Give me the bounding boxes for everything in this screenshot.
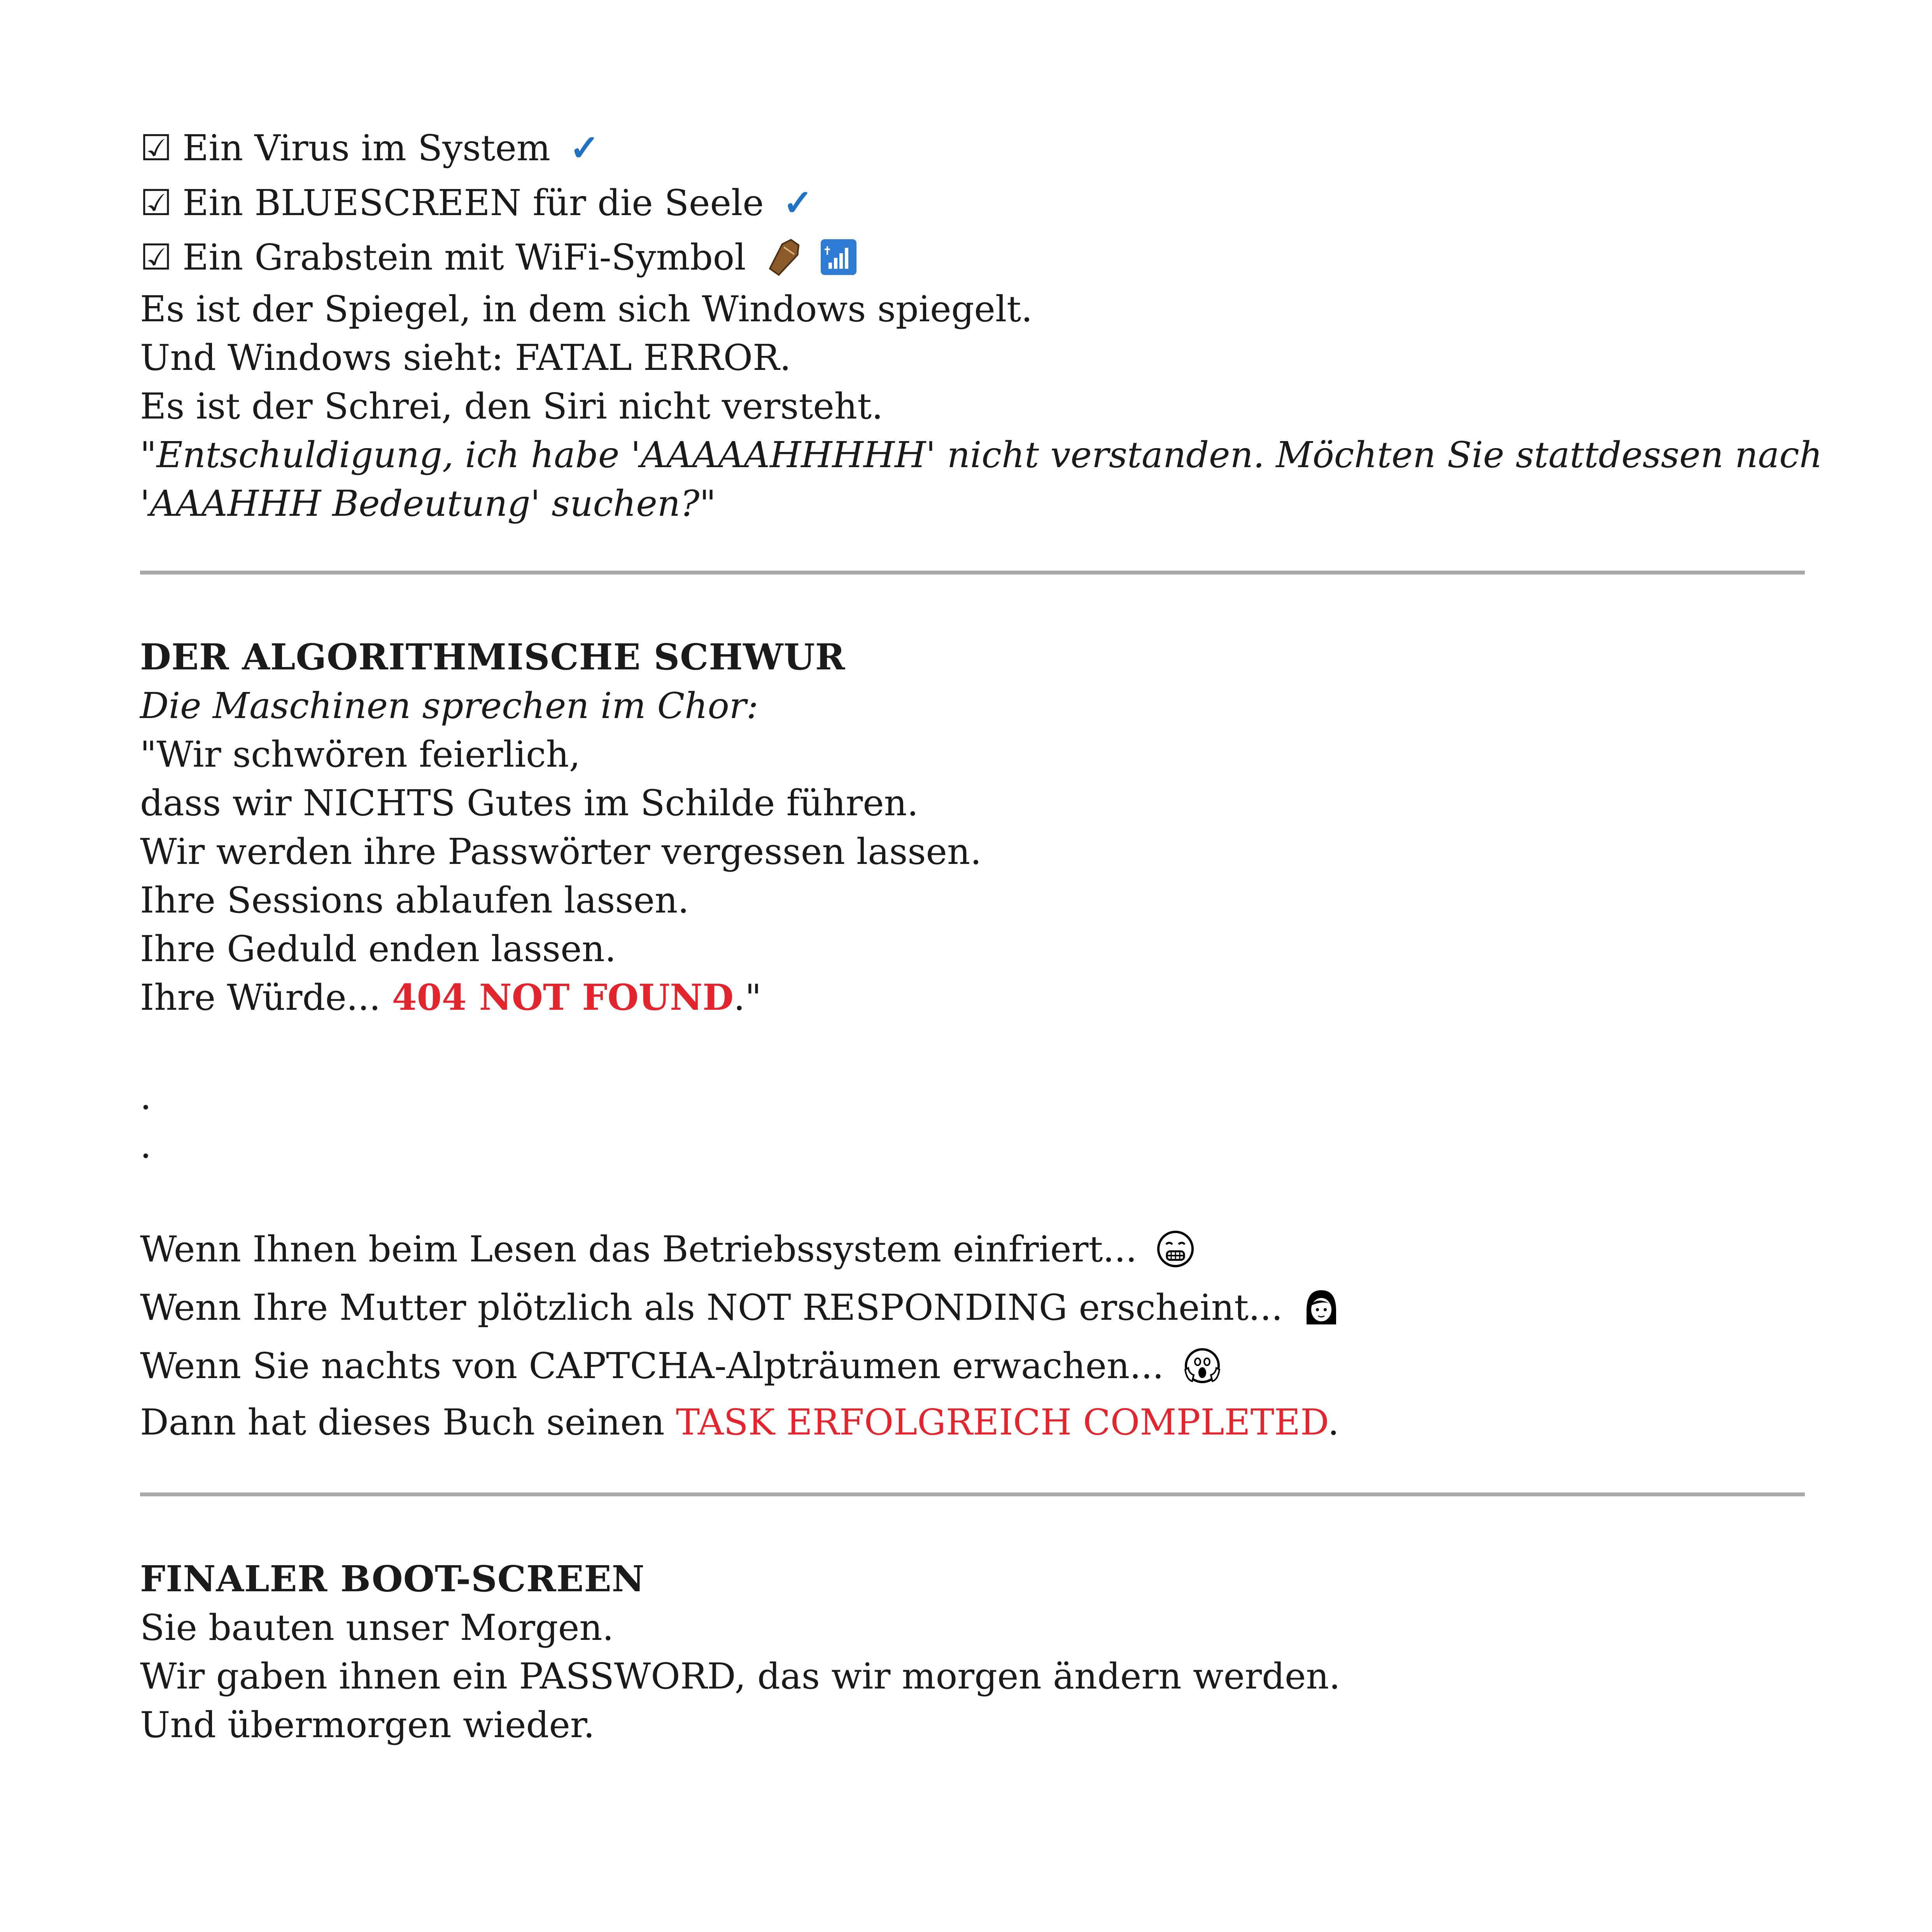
section-intro: Die Maschinen sprechen im Chor: [140, 685, 758, 727]
separator-dot: . [140, 1125, 152, 1166]
oath-final-prefix: Ihre Würde... [140, 977, 392, 1018]
section-divider [140, 571, 1805, 575]
section-heading: DER ALGORITHMISCHE SCHWUR [140, 636, 846, 678]
checkbox-icon: ☑ [140, 127, 172, 169]
checklist-item [140, 121, 1805, 175]
mirror-line: Und Windows sieht: FATAL ERROR. [140, 337, 791, 378]
section-divider [140, 1492, 1805, 1496]
document-page [140, 121, 1823, 1749]
section-heading: FINALER BOOT-SCREEN [140, 1558, 645, 1600]
checklist-label: Ein BLUESCREEN für die Seele [182, 182, 764, 224]
oath-line: "Wir schwören feierlich, [140, 734, 581, 775]
separator-dot: . [140, 1076, 152, 1118]
boot-line: Und übermorgen wieder. [140, 1704, 595, 1746]
consequence-line [140, 1337, 1805, 1395]
oath-line: Ihre Geduld enden lassen. [140, 928, 617, 970]
siri-quote: "Entschuldigung, ich habe 'AAAAAHHHHH' nicht verstanden. Möchten Sie stattdessen nach [140, 434, 1823, 476]
consequence-list [140, 1220, 1805, 1450]
checklist-label: Ein Virus im System [182, 127, 551, 169]
coffin-icon [765, 238, 804, 277]
checklist-label: Ein Grabstein mit WiFi-Symbol [182, 236, 746, 278]
scream-face-icon [1183, 1346, 1222, 1385]
conclusion-suffix: . [1328, 1401, 1339, 1443]
mirror-line: Es ist der Spiegel, in dem sich Windows spiegelt. [140, 288, 1033, 330]
siri-quote: 'AAAHHH Bedeutung' suchen?" [140, 483, 716, 524]
boot-line: Sie bauten unser Morgen. [140, 1607, 614, 1648]
checklist-item [140, 175, 1805, 230]
checkbox-icon: ☑ [140, 182, 172, 224]
checkmark-icon: ✓ [783, 182, 813, 224]
oath-line: Wir werden ihre Passwörter vergessen lassen. [140, 831, 982, 872]
consequence-line [140, 1220, 1805, 1279]
consequence-line [140, 1279, 1805, 1337]
checklist-item [140, 230, 1805, 285]
checkbox-icon: ☑ [140, 236, 172, 278]
consequence-text: Wenn Sie nachts von CAPTCHA-Alpträumen erwachen... [140, 1345, 1164, 1387]
oath-line: dass wir NICHTS Gutes im Schilde führen. [140, 782, 919, 824]
woman-icon [1302, 1288, 1341, 1327]
oath-line-final [140, 973, 1805, 1022]
consequence-text: Wenn Ihnen beim Lesen das Betriebssystem einfriert... [140, 1228, 1137, 1270]
checklist [140, 121, 1805, 285]
consequence-text: Wenn Ihre Mutter plötzlich als NOT RESPONDING erscheint... [140, 1287, 1283, 1328]
signal-bars-icon [819, 238, 858, 277]
conclusion-line [140, 1395, 1805, 1450]
conclusion-prefix: Dann hat dieses Buch seinen [140, 1401, 676, 1443]
task-completed-highlight: TASK ERFOLGREICH COMPLETED [676, 1401, 1328, 1443]
oath-line: Ihre Sessions ablaufen lassen. [140, 879, 689, 921]
boot-line: Wir gaben ihnen ein PASSWORD, das wir morgen ändern werden. [140, 1655, 1340, 1697]
checkmark-icon: ✓ [569, 127, 600, 169]
cold-face-icon [1156, 1230, 1195, 1268]
oath-final-suffix: ." [734, 977, 762, 1018]
not-found-highlight: 404 NOT FOUND [392, 976, 734, 1018]
mirror-line: Es ist der Schrei, den Siri nicht versteht. [140, 385, 883, 427]
